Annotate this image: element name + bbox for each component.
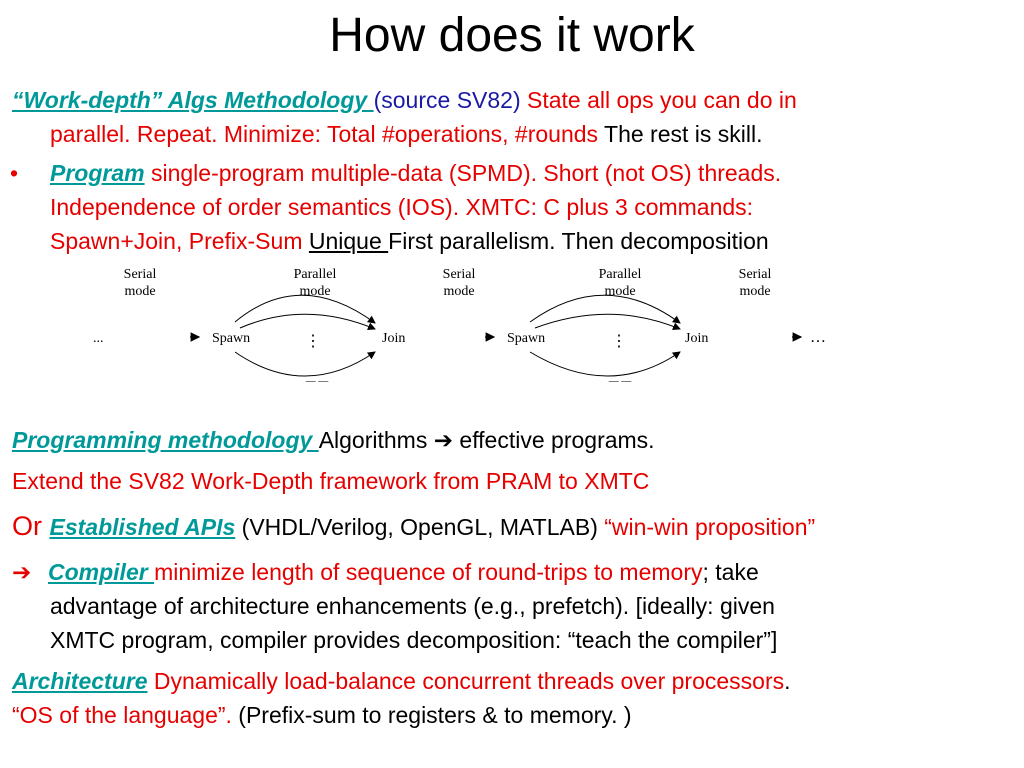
compiler-paragraph (12, 555, 1012, 657)
methodology-text-2: effective programs. (453, 427, 655, 453)
program-text-2: Independence of order semantics (IOS). XMTC: C plus 3 commands: (50, 194, 754, 220)
unique-word: Unique (308, 228, 389, 254)
apis-text: (VHDL/Verilog, OpenGL, MATLAB) (235, 514, 605, 540)
parallel-mode-label-2a: Parallel (598, 267, 642, 282)
work-depth-heading[interactable]: “Work-depth” Algs Methodology (12, 87, 374, 113)
program-text-1: single-program multiple-data (SPMD). Short (not OS) threads. (144, 160, 782, 186)
apis-heading[interactable]: Established APIs (49, 514, 236, 540)
program-paragraph (12, 156, 1012, 258)
arc-label-1: — — (305, 376, 329, 387)
architecture-period: . (784, 668, 791, 694)
thread-arc-top-2 (530, 295, 680, 323)
compiler-text-2: ; take (702, 559, 759, 585)
serial-mode-label-3a: Serial (738, 267, 772, 282)
end-ellipsis: … (810, 329, 826, 346)
thread-dots-2: ⋮ (611, 333, 627, 350)
parallel-mode-label-1a: Parallel (293, 267, 337, 282)
extend-text: Extend the SV82 Work-Depth framework from PRAM to XMTC (12, 468, 650, 494)
thread-arc-top-1 (235, 295, 375, 323)
work-depth-text-1: State all ops you can do in (520, 87, 797, 113)
thread-arc-mid-1 (240, 314, 375, 329)
spawn-label-2: Spawn (507, 331, 546, 346)
parallel-mode-label-1b: mode (299, 284, 331, 299)
serial-mode-label-2a: Serial (442, 267, 476, 282)
program-heading[interactable]: Program (50, 160, 145, 186)
architecture-text-3: (Prefix-sum to registers & to memory. ) (231, 702, 632, 728)
work-depth-text-3: The rest is skill. (598, 121, 763, 147)
serial-mode-label-3b: mode (739, 284, 771, 299)
architecture-paragraph (12, 664, 1012, 732)
serial-mode-label-1b: mode (124, 284, 156, 299)
slide-title: How does it work (329, 9, 695, 62)
serial-mode-label-2b: mode (443, 284, 475, 299)
methodology-paragraph (12, 423, 1012, 457)
work-depth-text-2: parallel. Repeat. Minimize: Total #operations, #rounds (50, 121, 599, 147)
program-text-3: Spawn+Join, Prefix-Sum (50, 228, 309, 254)
source-open: (source (373, 87, 457, 113)
source-close: ) (512, 87, 521, 113)
extend-paragraph (12, 464, 1012, 498)
compiler-text-4: XMTC program, compiler provides decomposition: “teach the compiler”] (50, 627, 778, 653)
start-ellipsis: ... (93, 331, 104, 346)
apis-paragraph (12, 509, 1012, 544)
work-depth-paragraph (12, 83, 1012, 151)
thread-arc-bottom-2 (530, 352, 680, 376)
program-text-4: First parallelism. Then decomposition (388, 228, 769, 254)
thread-dots-1: ⋮ (305, 333, 321, 350)
serial-mode-label-1a: Serial (123, 267, 157, 282)
join-label-1: Join (382, 331, 406, 346)
spawn-join-diagram (85, 260, 845, 390)
methodology-text-1: Algorithms (318, 427, 434, 453)
methodology-heading[interactable]: Programming methodology (12, 427, 319, 453)
thread-arc-bottom-1 (235, 352, 375, 376)
right-arrow-icon: ➔ (433, 427, 454, 453)
parallel-mode-label-2b: mode (604, 284, 636, 299)
compiler-text-1: minimize length of sequence of round-trips to memory (154, 559, 703, 585)
thread-arc-mid-2 (535, 314, 680, 329)
compiler-text-3: advantage of architecture enhancements (e.g., prefetch). [ideally: given (50, 593, 775, 619)
arc-label-2: — — (608, 376, 632, 387)
source-ref: SV82 (456, 87, 513, 113)
bullet-marker: • (10, 160, 19, 186)
win-win-text: “win-win proposition” (604, 514, 816, 540)
right-arrow-icon: ➔ (12, 559, 32, 585)
spawn-label-1: Spawn (212, 331, 251, 346)
architecture-heading[interactable]: Architecture (12, 668, 148, 694)
architecture-text-2: “OS of the language”. (12, 702, 232, 728)
compiler-heading[interactable]: Compiler (48, 559, 155, 585)
join-label-2: Join (685, 331, 709, 346)
architecture-text-1: Dynamically load-balance concurrent threads over processors (147, 668, 785, 694)
or-word: Or (12, 511, 50, 541)
